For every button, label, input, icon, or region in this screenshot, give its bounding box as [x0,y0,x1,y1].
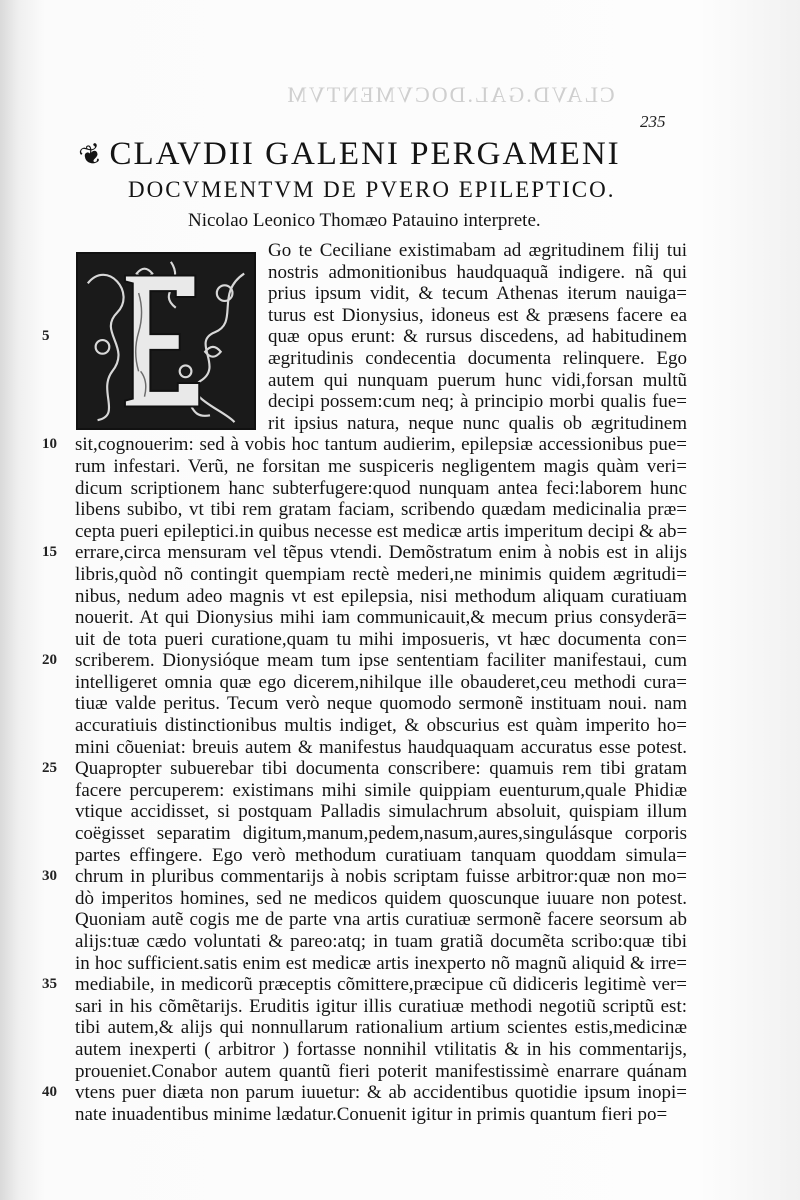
text-line: intelligeret omnia quæ ego dicerem,nihilque ille obauderet,ceu methodi cura= [75,671,687,693]
text-line: rum infestari. Verũ, ne forsitan me suspiceris negligentem magis quàm veri= [75,455,687,477]
fleuron-icon: ❦ [75,136,110,175]
text-line: chrum in pluribus commentarijs à nobis scriptam fuisse arbitror:quæ non mo= [75,866,687,888]
text-line: cepta pueri epileptici.in quibus necesse est medicæ artis imperitum decipi & ab= [75,520,687,542]
line-number: 5 [42,328,50,345]
text-line: dò imperitos homines, sed ne medicos quidem quoscunque iuuare non potest. [75,887,687,909]
text-line: facere percuperem: existimans mihi simile quippiam euenturum,quale Phidiæ [75,779,687,801]
text-line: Quoniam autẽ cogis me de parte vna artis curatiuæ sermonẽ facere seorsum ab [75,909,687,931]
title-main-line [75,136,720,175]
text-line: errare,circa mensuram vel tẽpus vtendi. Demõstratum enim à nobis est in alijs [75,542,687,564]
text-line: uit de tota pueri curatione,quam tu mihi imposueris, vt hæc documenta con= [75,628,687,650]
text-line: nibus, nedum adeo magnis vt est epilepsia, nisi methodum aliquam curatiuam [75,585,687,607]
line-number: 35 [42,976,57,993]
text-line: Go te Ceciliane existimabam ad ægritudinem filij tui [268,240,687,261]
text-line: libens subibo, vt tibi rem gratam faciam, scribendo quædam medicinalia præ= [75,499,687,521]
text-line: tiuæ valde peritus. Tecum verò neque quomodo sermonẽ instituam noui. nam [75,693,687,715]
title-main: CLAVDII GALENI PERGAMENI [109,136,621,172]
title-subtitle: DOCVMENTVM DE PVERO EPILEPTICO. [128,176,616,202]
text-line: partes effingere. Ego verò methodum curatiuam tanquam quoddam simula= [75,844,687,866]
text-line: dicum scriptionem hanc subterfugere:quod nunquam antea feci:laborem hunc [75,477,687,499]
title-block [75,136,720,232]
bleed-through-text: CLAVD.GAL.DOCVMENTVM [285,82,615,107]
text-line: tibi autem,& alijs qui nonnullarum rationalium artium scientes estis,medicinæ [75,1017,687,1039]
translator-line: Nicolao Leonico Thomæo Patauino interprete. [188,209,541,231]
text-line: autem qui nunquam puerum hunc vidi,forsan multũ [268,369,687,391]
text-line: nouerit. At qui Dionysius mihi iam communicauit,& mecum prius consyderā= [75,607,687,629]
line-number: 30 [42,868,57,885]
text-line: sari in his cõmẽtarijs. Eruditis igitur illis curatiuæ methodi negotiũ scriptũ est: [75,995,687,1017]
body-text [75,240,687,1125]
text-line: scriberem. Dionysióque meam tum ipse sententiam faciliter manifestaui, cum [75,650,687,672]
text-line: turus est Dionysius, idoneus est & præsens facere ea [268,304,687,326]
line-number: 10 [42,436,57,453]
text-line: vtique accidisset, si postquam Palladis simulachrum absoluit, quispiam illum [75,801,687,823]
text-line: in hoc sufficient.satis enim est medicæ artis inexperto nõ magnũ aliquid & irre= [75,952,687,974]
text-line: mediabile, in medicorũ præceptis cõmittere,præcipue cũ didiceris legitimè ver= [75,974,687,996]
text-line: prius ipsum vidit, & tecum Athenas iterum nauiga= [268,283,687,305]
text-line: mini cõueniat: breuis autem & manifestus haudquaquam accuratus esse potest. [75,736,687,758]
text-line: libris,quòd nõ contingit quempiam rectè mederi,ne minimis quidem ægritudi= [75,563,687,585]
text-line: decipi possem:cum neq; à principio morbi qualis fue= [268,391,687,413]
text-line: ægritudinis condecentia documenta relinquere. Ego [268,347,687,369]
text-line: quæ opus erunt: & rursus discedens, ad habitudinem [268,326,687,348]
line-number: 25 [42,760,57,777]
text-line: nostris admonitionibus haudquaquã indigere. nã qui [268,261,687,283]
text-line: sit,cognouerim: sed à vobis hoc tantum audierim, epilepsiæ accessionibus pue= [75,434,687,456]
line-number: 15 [42,544,57,561]
text-line: vtens puer diæta non parum iuuetur: & ab accidentibus quotidie ipsum inopi= [75,1082,687,1104]
text-line: alijs:tuæ cædo voluntati & pareo:atq; in tuam gratiã documẽta scribo:quæ tibi [75,931,687,952]
page-number: 235 [640,112,666,131]
text-line: autem inexperti ( arbitror ) fortasse nonnihil vtilitatis & in his commentarijs, [75,1038,687,1060]
text-line: accuratiuis distinctionibus multis indiget, & obscurius est quàm imperito ho= [75,715,687,737]
line-number: 40 [42,1084,57,1101]
text-line: rit ipsius natura, neque nunc qualis ob ægritudinem [268,412,687,434]
text-line: coëgisset separatim digitum,manum,pedem,nasum,aures,singulásque corporis [75,823,687,845]
text-line: proueniet.Conabor autem quantũ fieri poterit manifestissimè enarrare quánam [75,1060,687,1082]
text-line: nate inuadentibus minime lædatur.Conuenit igitur in primis quantum fieri po= [75,1103,668,1125]
text-line: Quapropter subuerebar tibi documenta conscribere: quamuis rem tibi gratam [75,758,687,780]
line-number: 20 [42,652,57,669]
